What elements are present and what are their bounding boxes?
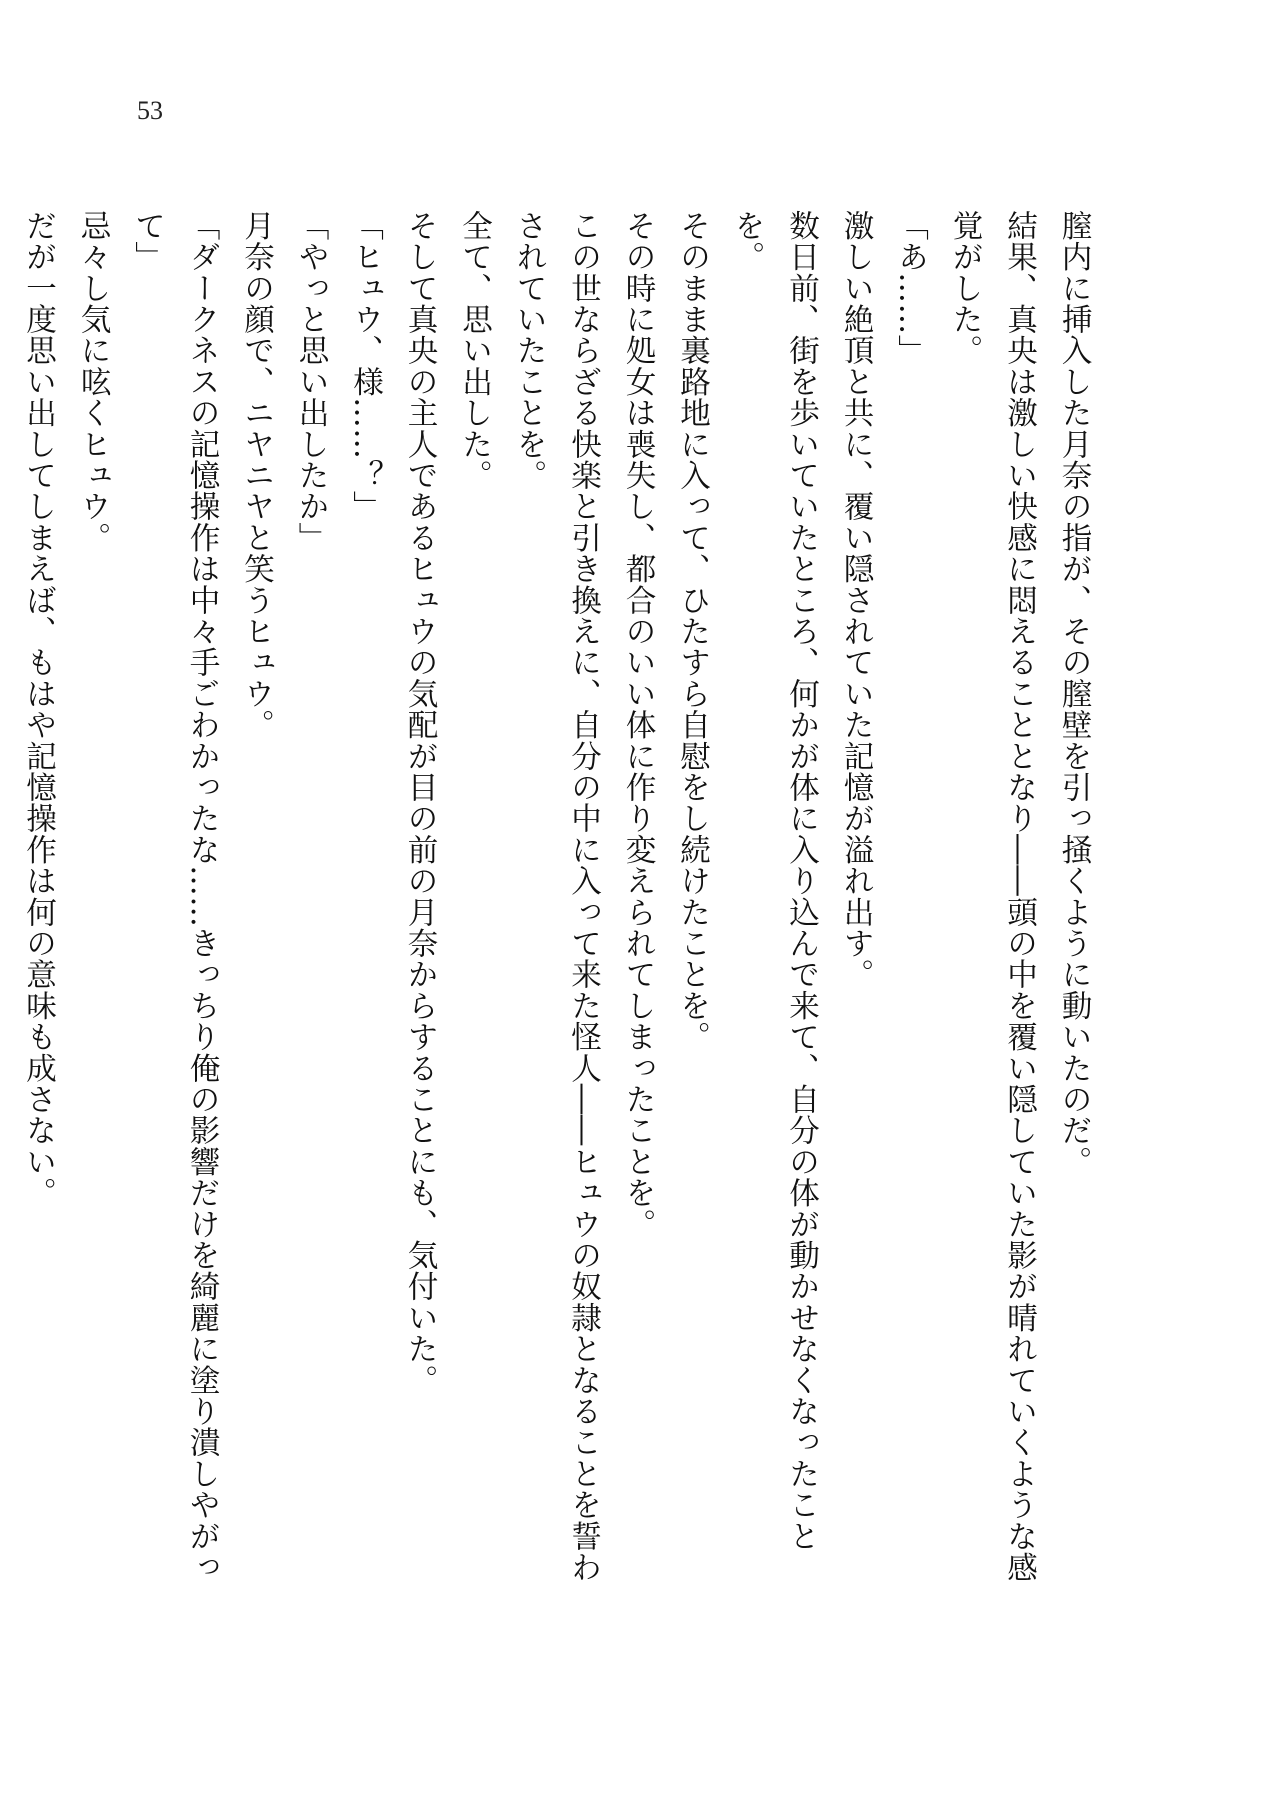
text-line: 忌々し気に呟くヒュウ。: [75, 210, 110, 554]
body-text: [20, 210, 1100, 1590]
text-line: そのまま裏路地に入って、ひたすら自慰をし続けたことを。: [674, 210, 710, 1053]
text-line: この世ならざる快楽と引き換えに、自分の中に入って来た怪人――ヒュウの奴隷となることを誓わされていたことを。: [511, 210, 601, 1583]
text-line: だが一度思い出してしまえば、もはや記憶操作は何の意味も成さない。: [20, 210, 56, 1209]
text-line: そして真央の主人であるヒュウの気配が目の前の月奈からすることにも、気付いた。: [402, 210, 437, 1396]
text-line: 「あ……」: [892, 210, 928, 366]
text-line: 「ダークネスの記憶操作は中々手ごわかったな……きっちり俺の影響だけを綺麗に塗り潰しやがって」: [129, 210, 219, 1583]
text-line: 膣内に挿入した月奈の指が、その膣壁を引っ掻くように動いたのだ。: [1056, 210, 1091, 1178]
text-line: 「やっと思い出したか」: [293, 210, 328, 554]
text-line: 「ヒュウ、様……？」: [347, 210, 383, 522]
text-line: 全て、思い出した。: [456, 210, 492, 491]
text-line: 数日前、街を歩いていたところ、何かが体に入り込んで来て、自分の体が動かせなくなったことを。: [729, 210, 819, 1552]
page-number: 53: [137, 96, 163, 125]
text-line: 激しい絶頂と共に、覆い隠されていた記憶が溢れ出す。: [838, 210, 873, 990]
text-line: 月奈の顔で、ニヤニヤと笑うヒュウ。: [238, 210, 274, 741]
text-line: 結果、真央は激しい快感に悶えることとなり――頭の中を覆い隠していた影が晴れていくような感覚がした。: [947, 210, 1037, 1583]
text-line: その時に処女は喪失し、都合のいい体に作り変えられてしまったことを。: [620, 210, 655, 1240]
